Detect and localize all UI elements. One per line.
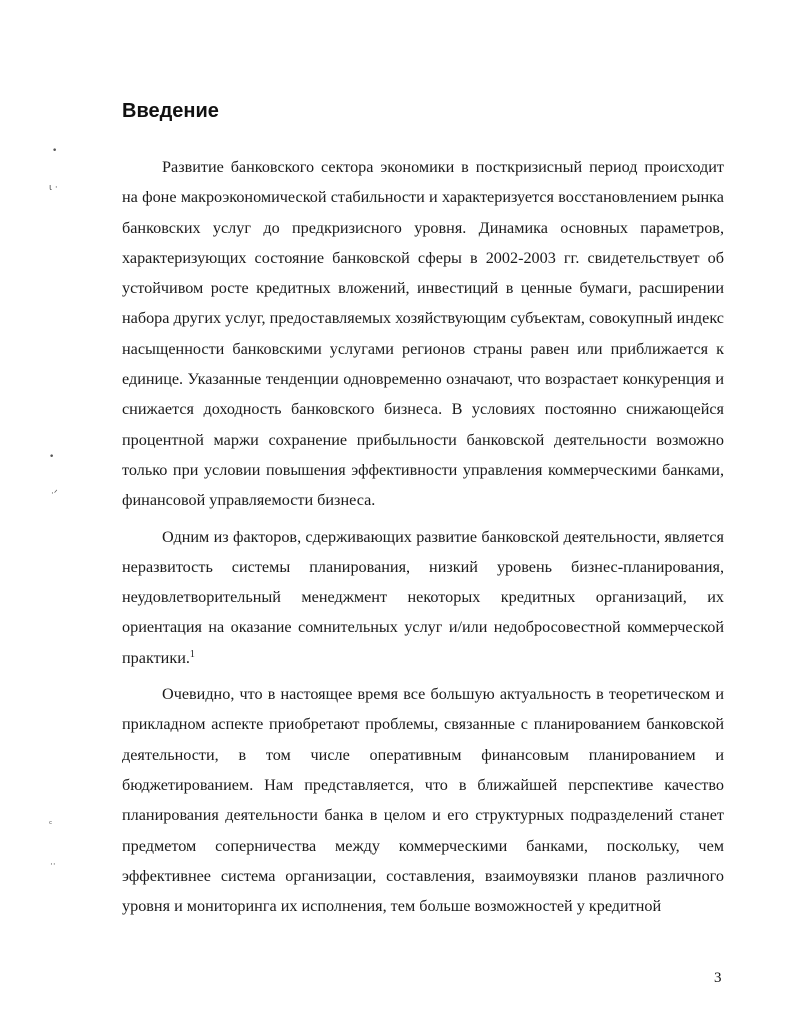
scan-speck: ·ᐟ	[51, 489, 58, 499]
footnote-reference[interactable]: 1	[189, 648, 195, 660]
section-heading: Введение	[122, 100, 219, 122]
paragraph-3-text: Очевидно, что в настоящее время все большую актуальность в теоретическом и прикладном аспекте приобретают проблемы, связанные с планированием банковской деятельности, в том числе оперативным финансовым планированием и бюджетированием. Нам представляется, что в ближайшей перспективе качество планирования деятельности банка в целом и его структурных подразделений станет предметом соперничества между коммерческими банками, поскольку, чем эффективнее система организации, составления, взаимоувязки планов различного уровня и мониторинга их исполнения, тем больше возможностей у кредитной	[122, 685, 724, 916]
scan-speck: ɩ ·	[49, 183, 58, 193]
paragraph-2-text: Одним из факторов, сдерживающих развитие банковской деятельности, является неразвитость системы планирования, низкий уровень бизнес-планирования, неудовлетворительный менеджмент некоторых кредитных организаций, их ориентация на оказание сомнительных услуг и/или недобросовестной коммерческой практики.	[122, 527, 724, 667]
scan-speck: •	[49, 452, 55, 462]
scan-speck: •	[52, 146, 58, 156]
scan-speck: ᶜ	[49, 820, 53, 830]
paragraph-2	[122, 522, 724, 673]
paragraph-3	[122, 679, 724, 921]
scan-speck: ··	[50, 860, 56, 870]
body-text	[122, 152, 724, 921]
page-number: 3	[714, 970, 722, 986]
paragraph-1-text: Развитие банковского сектора экономики в посткризисный период происходит на фоне макроэкономической стабильности и характеризуется восстановлением рынка банковских услуг до предкризисного уровня. Динамика основных параметров, характеризующих состояние банковской сферы в 2002-2003 гг. свидетельствует об устойчивом росте кредитных вложений, инвестиций в ценные бумаги, расширении набора других услуг, предоставляемых хозяйствующим субъектам, совокупный индекс насыщенности банковскими услугами регионов страны равен или приближается к единице. Указанные тенденции одновременно означают, что возрастает конкуренция и снижается доходность банковского бизнеса. В условиях постоянно снижающейся процентной маржи сохранение прибыльности банковской деятельности возможно только при условии повышения эффективности управления коммерческими банками, финансовой управляемости бизнеса.	[122, 158, 724, 510]
paragraph-1	[122, 152, 724, 516]
